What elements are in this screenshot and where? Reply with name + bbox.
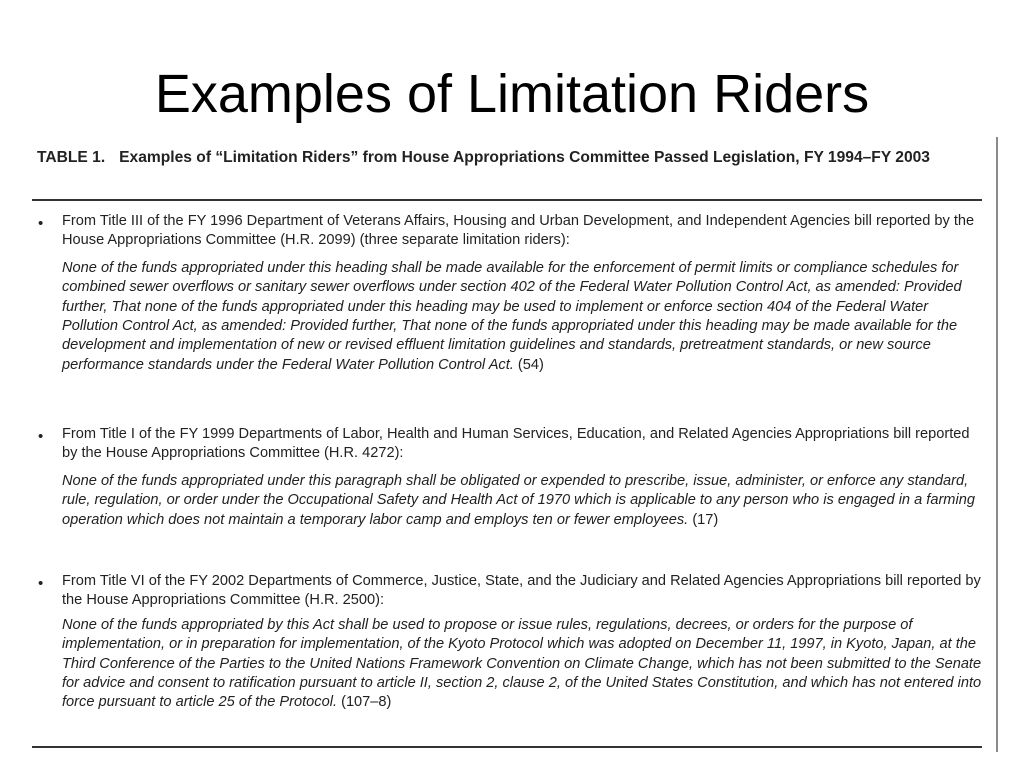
table-figure: [32, 137, 998, 752]
entry-citation: (54): [517, 356, 544, 373]
slide-title: Examples of Limitation Riders: [154, 64, 870, 124]
entry-quote-text: None of the funds appropriated under this heading shall be made available for the enforcement of permit limits or compliance schedules for combined sewer overflows or sanitary sewer overflows under section 402 of the Federal Water Pollution Control Act, as amended: Provided further, That none of the funds appropriated under this heading may be used to implement or enforce section 404 of the Federal Water Pollution Control Act, as amended: Provided further, That none of the funds appropriated under this heading may be made available for the development and implementation of new or revised effluent limitation guidelines and standards, pretreatment standards, or new source performance standards under the Federal Water Pollution Control Act.: [62, 259, 962, 373]
bullet-icon: •: [38, 575, 44, 592]
table-bottom-rule: [32, 746, 982, 748]
bullet-icon: •: [38, 215, 44, 232]
table-top-rule: [32, 199, 982, 201]
entry-citation: (17): [692, 511, 719, 528]
entry-intro: From Title VI of the FY 2002 Departments of Commerce, Justice, State, and the Judiciary and Related Agencies Appropriations bill reported by the House Appropriations Committee (H.R. 2500):: [62, 573, 981, 609]
entry-quote: [62, 259, 984, 375]
table-heading: [37, 147, 982, 169]
table-label: TABLE 1.: [37, 149, 106, 166]
entry-quote-text: None of the funds appropriated under this paragraph shall be obligated or expended to prescribe, issue, administer, or enforce any standard, rule, regulation, or order under the Occupational Safety and Health Act of 1970 which is applicable to any person who is engaged in a farming operation which does not maintain a temporary labor camp and employs ten or fewer employees.: [62, 472, 975, 528]
entry-quote: [62, 472, 984, 530]
entry-intro: From Title I of the FY 1999 Departments of Labor, Health and Human Services, Education, and Related Agencies Appropriations bill reported by the House Appropriations Committee (H.R. 4272):: [62, 426, 970, 462]
entry-intro: From Title III of the FY 1996 Department of Veterans Affairs, Housing and Urban Development, and Independent Agencies bill reported by the House Appropriations Committee (H.R. 2099) (three separate limitation riders):: [62, 213, 975, 249]
entry-quote-text: None of the funds appropriated by this Act shall be used to propose or issue rules, regulations, decrees, or orders for the purpose of implementation, or in preparation for implementation, of the Kyoto Protocol which was adopted on December 11, 1997, in Kyoto, Japan, at the Third Conference of the Parties to the United Nations Framework Convention on Climate Change, which has not been submitted to the Senate for advice and consent to ratification pursuant to article II, section 2, clause 2, of the United States Constitution, and which has not entered into force pursuant to article 25 of the Protocol.: [62, 616, 982, 711]
entry-quote: [62, 616, 984, 713]
table-entry: [32, 212, 984, 418]
table-heading-text: Examples of “Limitation Riders” from House Appropriations Committee Passed Legislation, FY 1994–FY 2003: [119, 149, 930, 166]
entry-citation: (107–8): [341, 694, 392, 711]
table-entry: [32, 572, 984, 752]
table-entry: [32, 425, 984, 570]
table-entries: [32, 212, 984, 752]
bullet-icon: •: [38, 428, 44, 445]
